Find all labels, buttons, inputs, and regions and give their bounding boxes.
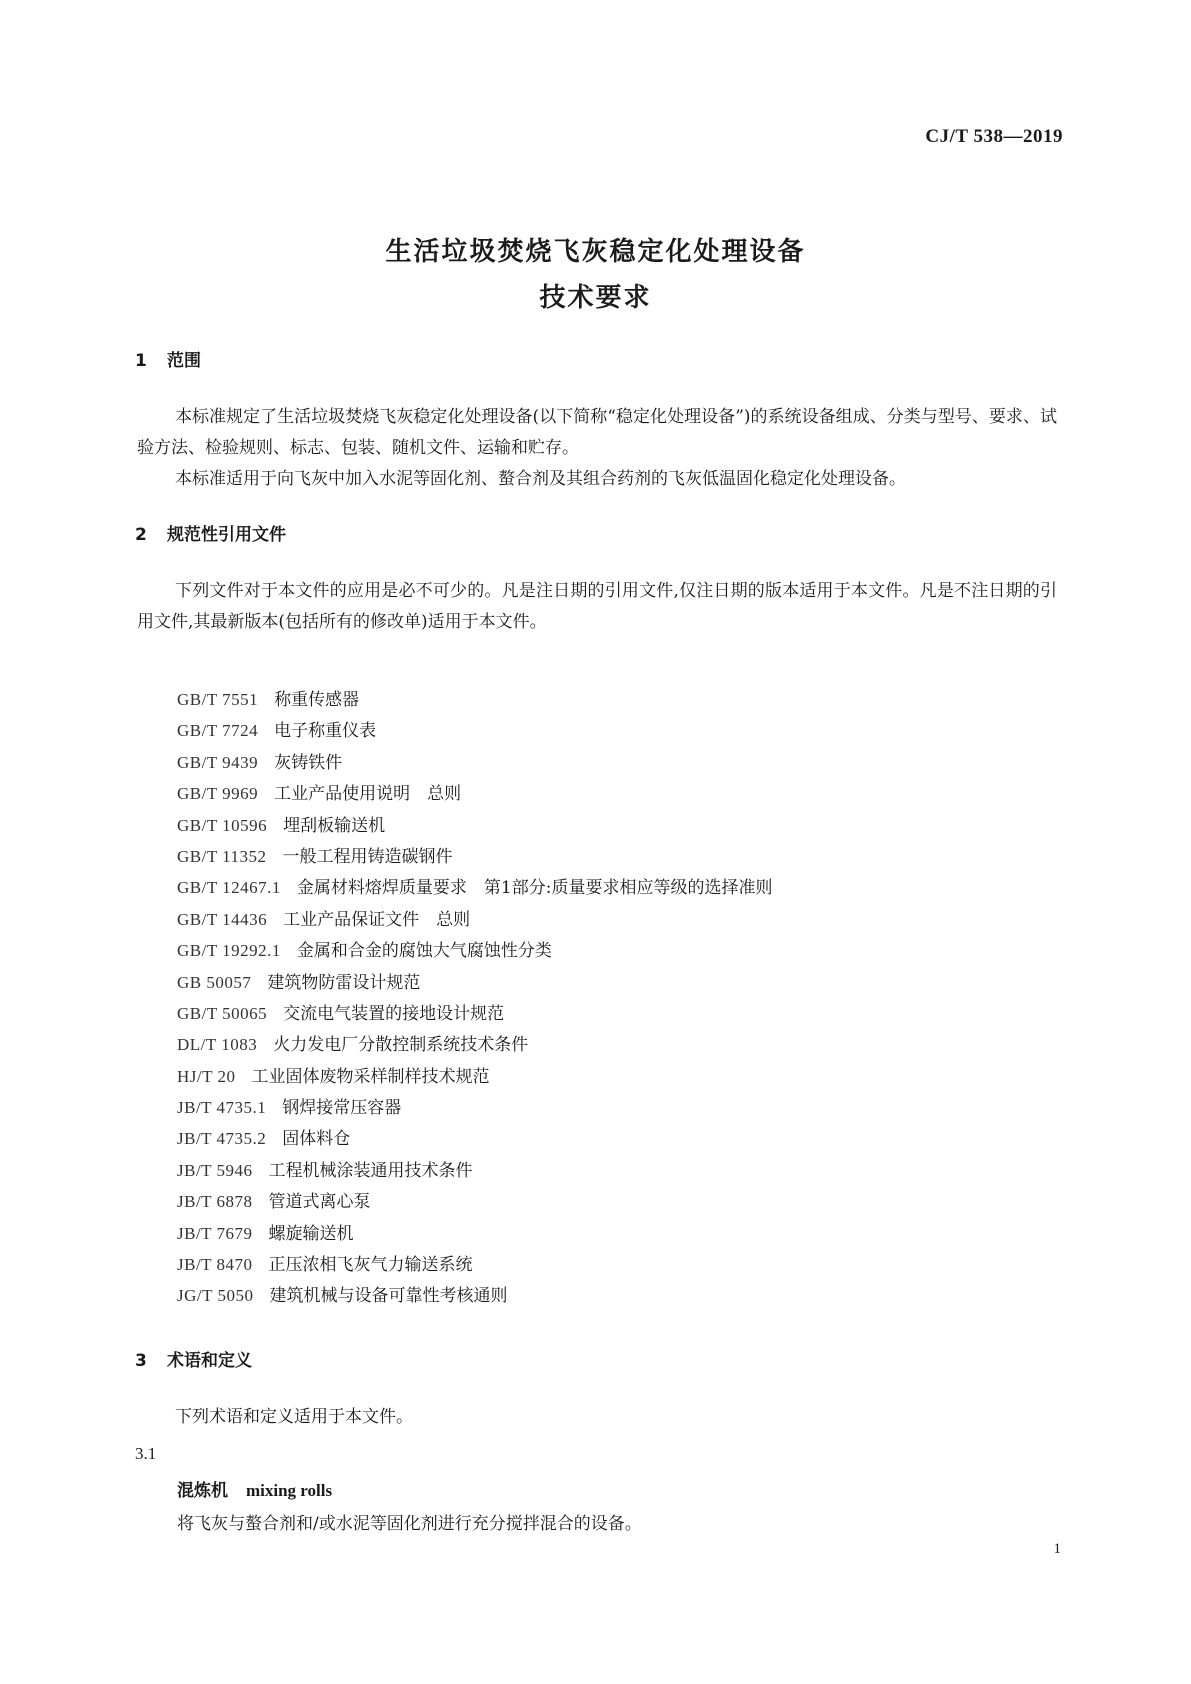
section-heading-normative-references <box>135 520 286 545</box>
section-title: 术语和定义 <box>167 1351 252 1371</box>
reference-item <box>177 904 772 935</box>
reference-item <box>177 684 772 715</box>
reference-item <box>177 1186 772 1217</box>
reference-item <box>177 967 772 998</box>
standard-number: CJ/T 538—2019 <box>925 126 1063 147</box>
reference-name: 灰铸铁件 <box>274 752 343 773</box>
reference-code: GB/T 19292.1 <box>177 941 281 961</box>
term-entry <box>177 1476 332 1501</box>
section-heading-scope <box>135 346 201 371</box>
reference-code: JB/T 5946 <box>177 1160 253 1180</box>
reference-name: 金属和合金的腐蚀大气腐蚀性分类 <box>296 941 552 962</box>
reference-item <box>177 1249 772 1280</box>
reference-name: 金属材料熔焊质量要求 第1部分:质量要求相应等级的选择准则 <box>296 878 773 899</box>
reference-code: GB/T 12467.1 <box>177 878 281 898</box>
term-definition: 将飞灰与螯合剂和/或水泥等固化剂进行充分搅拌混合的设备。 <box>177 1514 642 1534</box>
reference-name: 工业固体废物采样制样技术规范 <box>251 1066 490 1087</box>
reference-name: 火力发电厂分散控制系统技术条件 <box>273 1035 529 1056</box>
reference-code: JB/T 8470 <box>177 1255 253 1275</box>
reference-code: GB/T 10596 <box>177 815 268 835</box>
document-subtitle: 技术要求 <box>539 283 652 313</box>
reference-item <box>177 1061 772 1092</box>
scope-paragraph-2: 本标准适用于向飞灰中加入水泥等固化剂、螯合剂及其组合药剂的飞灰低温固化稳定化处理设备。 <box>175 469 906 489</box>
section-title: 范围 <box>167 351 201 371</box>
reference-name: 螺旋输送机 <box>268 1223 354 1244</box>
reference-item <box>177 747 772 778</box>
term-chinese: 混炼机 <box>177 1481 228 1501</box>
reference-item <box>177 1123 772 1154</box>
reference-name: 埋刮板输送机 <box>283 815 386 836</box>
scope-paragraph-1: 本标准规定了生活垃圾焚烧飞灰稳定化处理设备(以下简称“稳定化处理设备”)的系统设备组成、分类与型号、要求、试验方法、检验规则、标志、包装、随机文件、运输和贮存。 <box>137 407 1057 458</box>
references-intro-paragraph: 下列文件对于本文件的应用是必不可少的。凡是注日期的引用文件,仅注日期的版本适用于本文件。凡是不注日期的引用文件,其最新版本(包括所有的修改单)适用于本文件。 <box>137 581 1057 632</box>
reference-name: 交流电气装置的接地设计规范 <box>283 1003 505 1024</box>
reference-item <box>177 1218 772 1249</box>
section-number: 3 <box>135 1351 147 1371</box>
reference-code: JB/T 6878 <box>177 1192 253 1212</box>
reference-item <box>177 1155 772 1186</box>
reference-item <box>177 1029 772 1060</box>
page-number: 1 <box>1053 1541 1061 1557</box>
reference-item <box>177 778 772 809</box>
reference-name: 正压浓相飞灰气力输送系统 <box>268 1255 473 1276</box>
reference-code: GB/T 7551 <box>177 690 259 709</box>
reference-code: JB/T 7679 <box>177 1223 253 1243</box>
reference-code: DL/T 1083 <box>177 1035 258 1055</box>
reference-list <box>177 684 772 1312</box>
terms-intro-paragraph: 下列术语和定义适用于本文件。 <box>175 1407 413 1427</box>
section-heading-terms <box>135 1346 252 1371</box>
reference-item <box>177 998 772 1029</box>
reference-item <box>177 810 772 841</box>
reference-name: 工业产品使用说明 总则 <box>274 784 462 805</box>
reference-code: GB/T 14436 <box>177 909 268 929</box>
reference-item <box>177 872 772 903</box>
reference-code: JB/T 4735.2 <box>177 1129 267 1149</box>
reference-item <box>177 935 772 966</box>
reference-item <box>177 715 772 746</box>
reference-name: 建筑物防雷设计规范 <box>267 972 421 993</box>
reference-item <box>177 1092 772 1123</box>
reference-code: GB/T 7724 <box>177 721 259 741</box>
section-title: 规范性引用文件 <box>167 525 286 545</box>
reference-name: 工业产品保证文件 总则 <box>283 909 471 930</box>
section-number: 2 <box>135 525 147 545</box>
reference-code: GB/T 11352 <box>177 846 267 866</box>
reference-code: GB/T 9969 <box>177 784 259 804</box>
reference-name: 固体料仓 <box>282 1129 351 1150</box>
reference-name: 电子称重仪表 <box>274 721 377 742</box>
reference-name: 称重传感器 <box>274 690 360 710</box>
reference-name: 管道式离心泵 <box>268 1192 371 1213</box>
reference-name: 钢焊接常压容器 <box>282 1098 402 1119</box>
reference-name: 一般工程用铸造碳钢件 <box>282 846 453 867</box>
reference-code: HJ/T 20 <box>177 1066 236 1086</box>
reference-code: GB/T 50065 <box>177 1003 268 1023</box>
term-english: mixing rolls <box>246 1481 333 1500</box>
reference-code: GB/T 9439 <box>177 752 259 772</box>
reference-name: 建筑机械与设备可靠性考核通则 <box>269 1286 508 1307</box>
section-number: 1 <box>135 351 147 371</box>
document-title: 生活垃圾焚烧飞灰稳定化处理设备 <box>385 237 806 267</box>
reference-code: JG/T 5050 <box>177 1286 254 1306</box>
reference-name: 工程机械涂装通用技术条件 <box>268 1160 473 1181</box>
reference-code: GB 50057 <box>177 972 252 992</box>
reference-item <box>177 1280 772 1311</box>
reference-item <box>177 841 772 872</box>
reference-code: JB/T 4735.1 <box>177 1098 267 1118</box>
subclause-number: 3.1 <box>135 1444 157 1463</box>
